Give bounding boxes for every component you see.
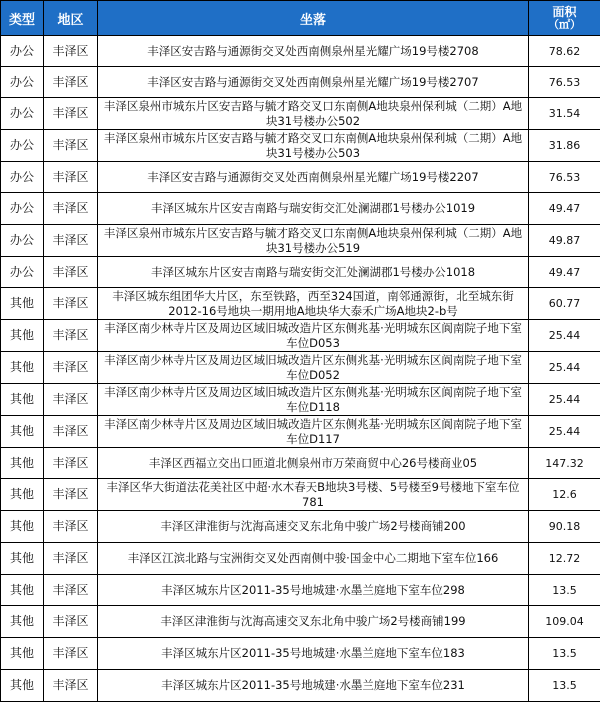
- cell-size: 31.86: [529, 130, 600, 162]
- table-row: [1, 320, 600, 352]
- cell-size: 25.44: [529, 352, 600, 384]
- table-row: [1, 448, 600, 479]
- cell-type: 其他: [1, 670, 44, 702]
- cell-area: 丰泽区: [44, 98, 98, 130]
- cell-area: 丰泽区: [44, 575, 98, 606]
- header-size-unit: （㎡）: [529, 19, 600, 31]
- cell-type: 其他: [1, 479, 44, 511]
- cell-type: 其他: [1, 320, 44, 352]
- cell-type: 其他: [1, 638, 44, 670]
- cell-area: 丰泽区: [44, 257, 98, 288]
- cell-location: 丰泽区华大街道法花美社区中超·水木春天B地块3号楼、5号楼至9号楼地下室车位781: [98, 479, 529, 511]
- cell-area: 丰泽区: [44, 670, 98, 702]
- cell-location: 丰泽区津淮街与沈海高速交叉东北角中骏广场2号楼商铺199: [98, 606, 529, 638]
- cell-area: 丰泽区: [44, 606, 98, 638]
- cell-location: 丰泽区安吉路与通源街交叉处西南侧泉州星光耀广场19号楼2707: [98, 67, 529, 98]
- cell-location: 丰泽区西福立交出口匝道北侧泉州市万荣商贸中心26号楼商业05: [98, 448, 529, 479]
- cell-location: 丰泽区城东片区2011-35号地城建·水墨兰庭地下室车位183: [98, 638, 529, 670]
- cell-area: 丰泽区: [44, 67, 98, 98]
- cell-size: 12.72: [529, 543, 600, 575]
- cell-type: 办公: [1, 193, 44, 225]
- cell-area: 丰泽区: [44, 320, 98, 352]
- table-row: [1, 543, 600, 575]
- table-row: [1, 67, 600, 98]
- cell-location: 丰泽区城东片区安吉南路与瑞安街交汇处澜湖郡1号楼办公1018: [98, 257, 529, 288]
- cell-area: 丰泽区: [44, 162, 98, 193]
- cell-type: 其他: [1, 384, 44, 416]
- cell-size: 76.53: [529, 162, 600, 193]
- cell-size: 25.44: [529, 320, 600, 352]
- cell-size: 76.53: [529, 67, 600, 98]
- cell-size: 25.44: [529, 416, 600, 448]
- table-row: [1, 257, 600, 288]
- cell-location: 丰泽区津淮街与沈海高速交叉东北角中骏广场2号楼商铺200: [98, 511, 529, 543]
- cell-area: 丰泽区: [44, 130, 98, 162]
- cell-type: 其他: [1, 606, 44, 638]
- header-size-label: 面积: [529, 6, 600, 19]
- cell-type: 办公: [1, 225, 44, 257]
- cell-area: 丰泽区: [44, 288, 98, 320]
- table-row: [1, 352, 600, 384]
- header-location: 坐落: [98, 1, 529, 36]
- table-row: [1, 416, 600, 448]
- cell-type: 办公: [1, 257, 44, 288]
- table-row: [1, 384, 600, 416]
- cell-size: 12.6: [529, 479, 600, 511]
- cell-location: 丰泽区城东片区2011-35号地城建·水墨兰庭地下室车位231: [98, 670, 529, 702]
- cell-location: 丰泽区南少林寺片区及周边区域旧城改造片区东侧兆基·光明城东区阆南院子地下室车位D052: [98, 352, 529, 384]
- cell-size: 31.54: [529, 98, 600, 130]
- cell-area: 丰泽区: [44, 638, 98, 670]
- cell-location: 丰泽区安吉路与通源街交叉处西南侧泉州星光耀广场19号楼2708: [98, 36, 529, 67]
- cell-type: 办公: [1, 162, 44, 193]
- cell-type: 办公: [1, 98, 44, 130]
- table-row: [1, 130, 600, 162]
- cell-size: 49.47: [529, 257, 600, 288]
- cell-size: 60.77: [529, 288, 600, 320]
- cell-location: 丰泽区南少林寺片区及周边区域旧城改造片区东侧兆基·光明城东区阆南院子地下室车位D118: [98, 384, 529, 416]
- cell-location: 丰泽区泉州市城东片区安吉路与毓才路交叉口东南侧A地块泉州保利城（二期）A地块31号楼办公519: [98, 225, 529, 257]
- cell-area: 丰泽区: [44, 543, 98, 575]
- cell-size: 78.62: [529, 36, 600, 67]
- cell-type: 其他: [1, 288, 44, 320]
- header-row: [1, 1, 600, 36]
- cell-location: 丰泽区南少林寺片区及周边区域旧城改造片区东侧兆基·光明城东区阆南院子地下室车位D117: [98, 416, 529, 448]
- table-row: [1, 225, 600, 257]
- header-size: [529, 1, 600, 36]
- cell-type: 其他: [1, 575, 44, 606]
- cell-location: 丰泽区泉州市城东片区安吉路与毓才路交叉口东南侧A地块泉州保利城（二期）A地块31号楼办公502: [98, 98, 529, 130]
- cell-size: 13.5: [529, 670, 600, 702]
- cell-type: 其他: [1, 352, 44, 384]
- cell-location: 丰泽区城东片区2011-35号地城建·水墨兰庭地下室车位298: [98, 575, 529, 606]
- cell-location: 丰泽区江滨北路与宝洲街交叉处西南侧中骏·国金中心二期地下室车位166: [98, 543, 529, 575]
- cell-type: 其他: [1, 511, 44, 543]
- cell-area: 丰泽区: [44, 193, 98, 225]
- cell-size: 25.44: [529, 384, 600, 416]
- cell-area: 丰泽区: [44, 36, 98, 67]
- table-row: [1, 193, 600, 225]
- cell-location: 丰泽区安吉路与通源街交叉处西南侧泉州星光耀广场19号楼2207: [98, 162, 529, 193]
- cell-size: 49.47: [529, 193, 600, 225]
- cell-location: 丰泽区泉州市城东片区安吉路与毓才路交叉口东南侧A地块泉州保利城（二期）A地块31号楼办公503: [98, 130, 529, 162]
- cell-area: 丰泽区: [44, 384, 98, 416]
- table-row: [1, 36, 600, 67]
- table-row: [1, 606, 600, 638]
- cell-size: 13.5: [529, 638, 600, 670]
- table-row: [1, 638, 600, 670]
- cell-size: 49.87: [529, 225, 600, 257]
- cell-size: 90.18: [529, 511, 600, 543]
- table-row: [1, 670, 600, 702]
- cell-location: 丰泽区南少林寺片区及周边区域旧城改造片区东侧兆基·光明城东区阆南院子地下室车位D053: [98, 320, 529, 352]
- cell-size: 147.32: [529, 448, 600, 479]
- cell-location: 丰泽区城东组团华大片区，东至铁路，西至324国道，南邻通源街，北至城东街2012-16号地块一期用地A地块华大泰禾广场A地块2-b号: [98, 288, 529, 320]
- cell-location: 丰泽区城东片区安吉南路与瑞安街交汇处澜湖郡1号楼办公1019: [98, 193, 529, 225]
- cell-area: 丰泽区: [44, 448, 98, 479]
- cell-area: 丰泽区: [44, 225, 98, 257]
- cell-area: 丰泽区: [44, 416, 98, 448]
- table-row: [1, 511, 600, 543]
- header-type: 类型: [1, 1, 44, 36]
- cell-area: 丰泽区: [44, 352, 98, 384]
- cell-area: 丰泽区: [44, 511, 98, 543]
- table-row: [1, 288, 600, 320]
- header-area: 地区: [44, 1, 98, 36]
- table-row: [1, 98, 600, 130]
- cell-type: 其他: [1, 448, 44, 479]
- table-row: [1, 575, 600, 606]
- cell-type: 办公: [1, 36, 44, 67]
- cell-type: 其他: [1, 416, 44, 448]
- cell-type: 其他: [1, 543, 44, 575]
- cell-size: 13.5: [529, 575, 600, 606]
- table-row: [1, 479, 600, 511]
- cell-type: 办公: [1, 130, 44, 162]
- table-row: [1, 162, 600, 193]
- cell-type: 办公: [1, 67, 44, 98]
- cell-area: 丰泽区: [44, 479, 98, 511]
- cell-size: 109.04: [529, 606, 600, 638]
